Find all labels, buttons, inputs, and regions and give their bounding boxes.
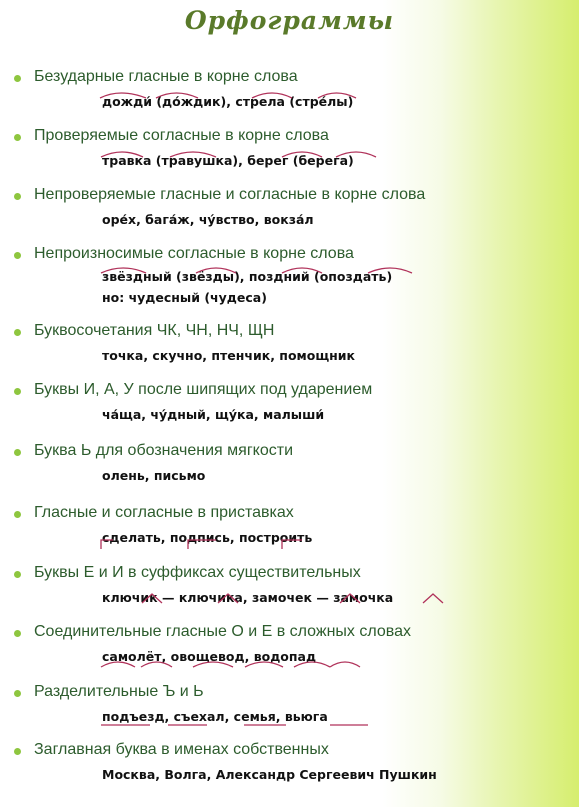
page-title: Орфограммы xyxy=(184,6,395,35)
bullet-icon xyxy=(14,388,21,395)
bullet-icon xyxy=(14,630,21,637)
rule-example: травка (травушка), берег (берега) xyxy=(102,153,354,168)
bullet-icon xyxy=(14,252,21,259)
bullet-icon xyxy=(14,193,21,200)
bullet-icon xyxy=(14,449,21,456)
rule-example: оре́х, бага́ж, чу́вство, вокза́л xyxy=(102,212,314,227)
rule-example: Москва, Волга, Александр Сергеевич Пушкин xyxy=(102,767,437,782)
bullet-icon xyxy=(14,329,21,336)
rule-heading: Буквы И, А, У после шипящих под ударением xyxy=(34,381,373,398)
bullet-icon xyxy=(14,571,21,578)
rule-example: звёздный (звёзды), поздний (опоздать) xyxy=(102,269,393,284)
rule-heading: Гласные и согласные в приставках xyxy=(34,504,294,521)
rule-heading: Заглавная буква в именах собственных xyxy=(34,741,329,758)
rule-heading: Непроверяемые гласные и согласные в корне слова xyxy=(34,186,426,203)
rule-example: подъезд, съехал, семья, вьюга xyxy=(102,709,328,724)
rule-example: точка, скучно, птенчик, помощник xyxy=(102,348,356,363)
bullet-icon xyxy=(14,134,21,141)
rule-example: ча́ща, чу́дный, щу́ка, малыши́ xyxy=(102,407,325,422)
rule-example: дожди́ (до́ждик), стрела (стре́лы) xyxy=(102,94,354,109)
bullet-icon xyxy=(14,75,21,82)
rule-example: олень, письмо xyxy=(102,468,206,483)
rule-example: сделать, подпись, построить xyxy=(102,530,313,545)
rule-heading: Безударные гласные в корне слова xyxy=(34,68,298,85)
suffix-mark xyxy=(423,594,443,603)
rule-heading: Буква Ь для обозначения мягкости xyxy=(34,442,293,459)
rule-heading: Буквосочетания ЧК, ЧН, НЧ, ЩН xyxy=(34,322,275,339)
bullet-icon xyxy=(14,748,21,755)
rule-heading: Разделительные Ъ и Ь xyxy=(34,683,204,700)
rule-example-note: но: чудесный (чудеса) xyxy=(102,290,267,305)
rule-heading: Буквы Е и И в суффиксах существительных xyxy=(34,564,361,581)
root-arc xyxy=(330,662,360,667)
bullet-icon xyxy=(14,690,21,697)
rule-heading: Соединительные гласные О и Е в сложных словах xyxy=(34,623,411,640)
rule-example: ключик — ключика, замочек — замочка xyxy=(102,590,394,605)
rule-heading: Проверяемые согласные в корне слова xyxy=(34,127,329,144)
bullet-icon xyxy=(14,511,21,518)
rule-heading: Непроизносимые согласные в корне слова xyxy=(34,245,354,262)
rule-example: самолёт, овощевод, водопад xyxy=(102,649,317,664)
